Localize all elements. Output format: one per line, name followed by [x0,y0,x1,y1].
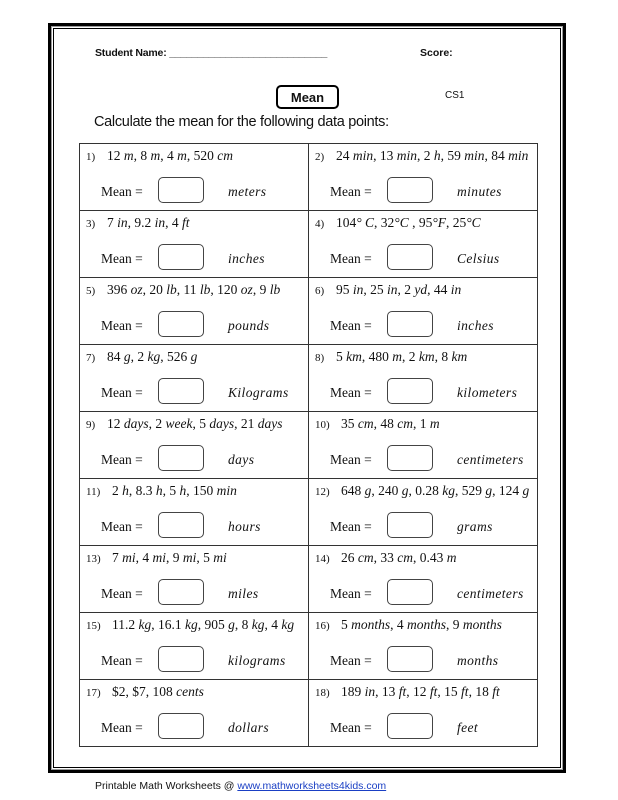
problem-number: 10) [315,419,330,431]
problem-row [80,144,538,211]
problem-row [80,345,538,412]
problem-cell [309,345,538,412]
problem-cell [309,412,538,479]
answer-unit: pounds [228,318,270,333]
problem-number: 12) [315,486,330,498]
problem-data: 95 in, 25 in, 2 yd, 44 in [336,282,462,297]
problem-number: 4) [315,218,325,230]
mean-label: Mean = [101,720,143,735]
answer-input[interactable] [158,713,204,739]
problem-cell [80,345,309,412]
problem-number: 16) [315,620,330,632]
problem-row [80,546,538,613]
problem-data: 7 in, 9.2 in, 4 ft [107,215,190,230]
problem-cell [80,613,309,680]
problem-data: 396 oz, 20 lb, 11 lb, 120 oz, 9 lb [107,282,281,297]
answer-input[interactable] [387,445,433,471]
problem-cell [309,211,538,278]
problem-data: 189 in, 13 ft, 12 ft, 15 ft, 18 ft [341,684,500,699]
problem-data: 24 min, 13 min, 2 h, 59 min, 84 min [336,148,529,163]
problem-number: 7) [86,352,96,364]
answer-unit: meters [228,184,267,199]
answer-unit: minutes [457,184,502,199]
answer-unit: inches [228,251,265,266]
answer-unit: kilometers [457,385,518,400]
problem-cell [309,278,538,345]
answer-input[interactable] [387,512,433,538]
mean-label: Mean = [101,586,143,601]
problem-number: 14) [315,553,330,565]
problem-data: 11.2 kg, 16.1 kg, 905 g, 8 kg, 4 kg [112,617,295,632]
problem-number: 11) [86,486,101,498]
answer-input[interactable] [387,646,433,672]
answer-input[interactable] [158,579,204,605]
mean-label: Mean = [330,519,372,534]
problem-data: 648 g, 240 g, 0.28 kg, 529 g, 124 g [341,483,530,498]
worksheet-code: CS1 [445,90,465,101]
problem-data: $2, $7, 108 cents [112,684,204,699]
mean-label: Mean = [101,251,143,266]
answer-unit: centimeters [457,586,524,601]
answer-input[interactable] [387,579,433,605]
problem-data: 104° C, 32°C , 95°F, 25°C [336,215,481,230]
problem-data: 5 km, 480 m, 2 km, 8 km [336,349,468,364]
answer-input[interactable] [158,311,204,337]
mean-label: Mean = [330,251,372,266]
problem-number: 2) [315,151,325,163]
footer-prefix: Printable Math Worksheets @ [95,780,238,792]
mean-label: Mean = [101,385,143,400]
answer-unit: kilograms [228,653,286,668]
mean-label: Mean = [330,385,372,400]
problem-row [80,680,538,747]
mean-label: Mean = [330,586,372,601]
answer-input[interactable] [387,378,433,404]
problem-cell [80,546,309,613]
problem-row [80,479,538,546]
answer-input[interactable] [387,713,433,739]
problem-number: 6) [315,285,325,297]
problem-number: 17) [86,687,101,699]
mean-label: Mean = [101,519,143,534]
mean-label: Mean = [330,452,372,467]
mean-label: Mean = [101,452,143,467]
problem-row [80,211,538,278]
answer-unit: dollars [228,720,270,735]
problem-number: 1) [86,151,96,163]
problem-data: 7 mi, 4 mi, 9 mi, 5 mi [112,550,227,565]
problem-row [80,613,538,680]
answer-unit: Celsius [457,251,500,266]
problem-number: 3) [86,218,96,230]
answer-input[interactable] [387,244,433,270]
problem-data: 12 m, 8 m, 4 m, 520 cm [107,148,233,163]
answer-unit: feet [457,720,479,735]
instructions: Calculate the mean for the following data points: [94,114,389,130]
score-label: Score: [420,47,453,59]
problem-cell [80,144,309,211]
problem-cell [309,479,538,546]
footer-link[interactable]: www.mathworksheets4kids.com [237,780,387,792]
problem-number: 13) [86,553,101,565]
mean-label: Mean = [330,720,372,735]
answer-unit: grams [457,519,493,534]
answer-input[interactable] [158,244,204,270]
problem-cell [80,211,309,278]
problem-data: 2 h, 8.3 h, 5 h, 150 min [112,483,237,498]
problem-data: 5 months, 4 months, 9 months [341,617,502,632]
worksheet-title: Mean [276,85,339,109]
problem-grid [79,143,538,747]
answer-unit: centimeters [457,452,524,467]
answer-input[interactable] [387,311,433,337]
problem-number: 9) [86,419,96,431]
problem-data: 35 cm, 48 cm, 1 m [341,416,440,431]
problem-cell [309,546,538,613]
mean-label: Mean = [330,184,372,199]
footer [95,780,386,792]
mean-label: Mean = [101,653,143,668]
answer-unit: months [457,653,499,668]
problem-cell [80,278,309,345]
problem-cell [80,412,309,479]
mean-label: Mean = [330,653,372,668]
problem-cell [80,479,309,546]
answer-unit: Kilograms [228,385,289,400]
problem-data: 84 g, 2 kg, 526 g [107,349,198,364]
problem-number: 8) [315,352,325,364]
answer-input[interactable] [158,512,204,538]
answer-unit: miles [228,586,259,601]
problem-number: 15) [86,620,101,632]
problem-row [80,278,538,345]
mean-label: Mean = [101,318,143,333]
student-name-field[interactable]: Student Name: ____________________________ [95,47,328,59]
problem-data: 26 cm, 33 cm, 0.43 m [341,550,457,565]
answer-input[interactable] [158,378,204,404]
answer-unit: inches [457,318,494,333]
mean-label: Mean = [101,184,143,199]
answer-input[interactable] [158,646,204,672]
answer-input[interactable] [387,177,433,203]
problem-cell [80,680,309,747]
answer-unit: days [228,452,255,467]
answer-input[interactable] [158,445,204,471]
problem-number: 18) [315,687,330,699]
problem-data: 12 days, 2 week, 5 days, 21 days [107,416,283,431]
problem-number: 5) [86,285,96,297]
answer-unit: hours [228,519,261,534]
problem-cell [309,613,538,680]
problem-cell [309,680,538,747]
mean-label: Mean = [330,318,372,333]
answer-input[interactable] [158,177,204,203]
problem-cell [309,144,538,211]
problem-row [80,412,538,479]
